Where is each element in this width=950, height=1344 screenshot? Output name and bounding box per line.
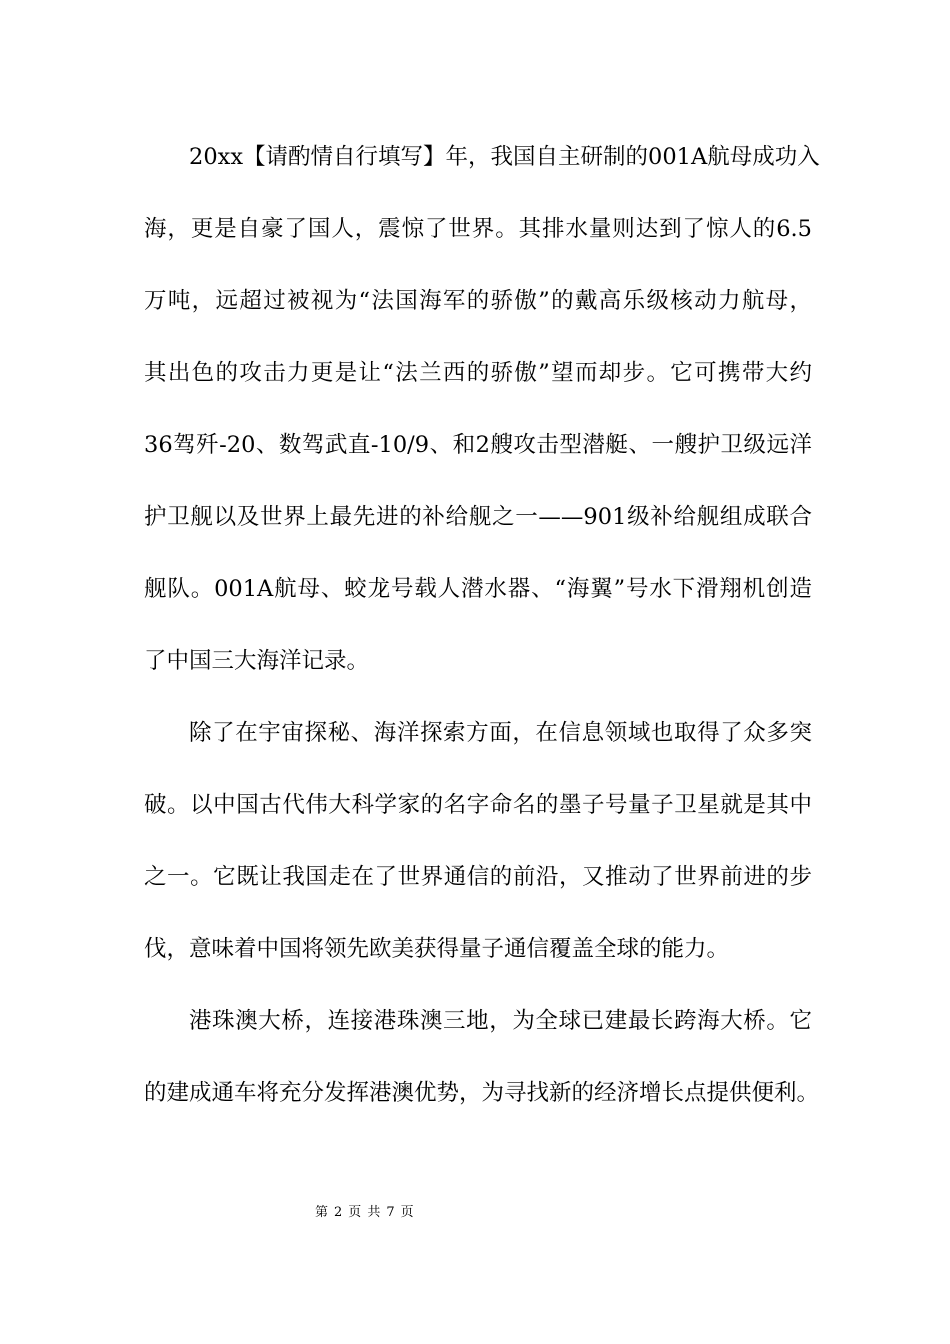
paragraph-2-line-1: 除了在宇宙探秘、海洋探索方面，在信息领域也取得了众多突 [189,720,812,746]
paragraph-3-line-2: 的建成通车将充分发挥港澳优势，为寻找新的经济增长点提供便利。 [144,1080,820,1106]
paragraph-1-line-2: 海，更是自豪了国人，震惊了世界。其排水量则达到了惊人的6.5 [144,216,812,242]
footer-page-word: 页 [348,1205,362,1220]
footer-suffix: 页 [400,1205,414,1220]
footer-prefix: 第 [315,1205,329,1220]
paragraph-3-line-1: 港珠澳大桥，连接港珠澳三地，为全球已建最长跨海大桥。它 [189,1008,812,1034]
paragraph-2-line-3: 之一。它既让我国走在了世界通信的前沿，又推动了世界前进的步 [144,864,812,890]
paragraph-1-line-6: 护卫舰以及世界上最先进的补给舰之一——901级补给舰组成联合 [144,504,812,530]
footer-total-word: 共 [367,1205,381,1220]
footer-total-pages: 7 [386,1205,395,1220]
paragraph-1-line-8: 了中国三大海洋记录。 [144,648,370,674]
paragraph-1-line-1: 20xx【请酌情自行填写】年，我国自主研制的001A航母成功入 [189,144,820,170]
paragraph-2-line-4: 伐，意味着中国将领先欧美获得量子通信覆盖全球的能力。 [144,936,730,962]
paragraph-1-line-5: 36驾歼-20、数驾武直-10/9、和2艘攻击型潜艇、一艘护卫级远洋 [144,432,812,458]
paragraph-1-line-4: 其出色的攻击力更是让“法兰西的骄傲”望而却步。它可携带大约 [144,360,812,386]
paragraph-2-line-2: 破。以中国古代伟大科学家的名字命名的墨子号量子卫星就是其中 [144,792,812,818]
footer-current-page: 2 [334,1205,343,1220]
page-footer [0,1204,950,1222]
paragraph-1-line-7: 舰队。001A航母、蛟龙号载人潜水器、“海翼”号水下滑翔机创造 [144,576,812,602]
paragraph-1-line-3: 万吨，远超过被视为“法国海军的骄傲”的戴高乐级核动力航母， [144,288,812,314]
